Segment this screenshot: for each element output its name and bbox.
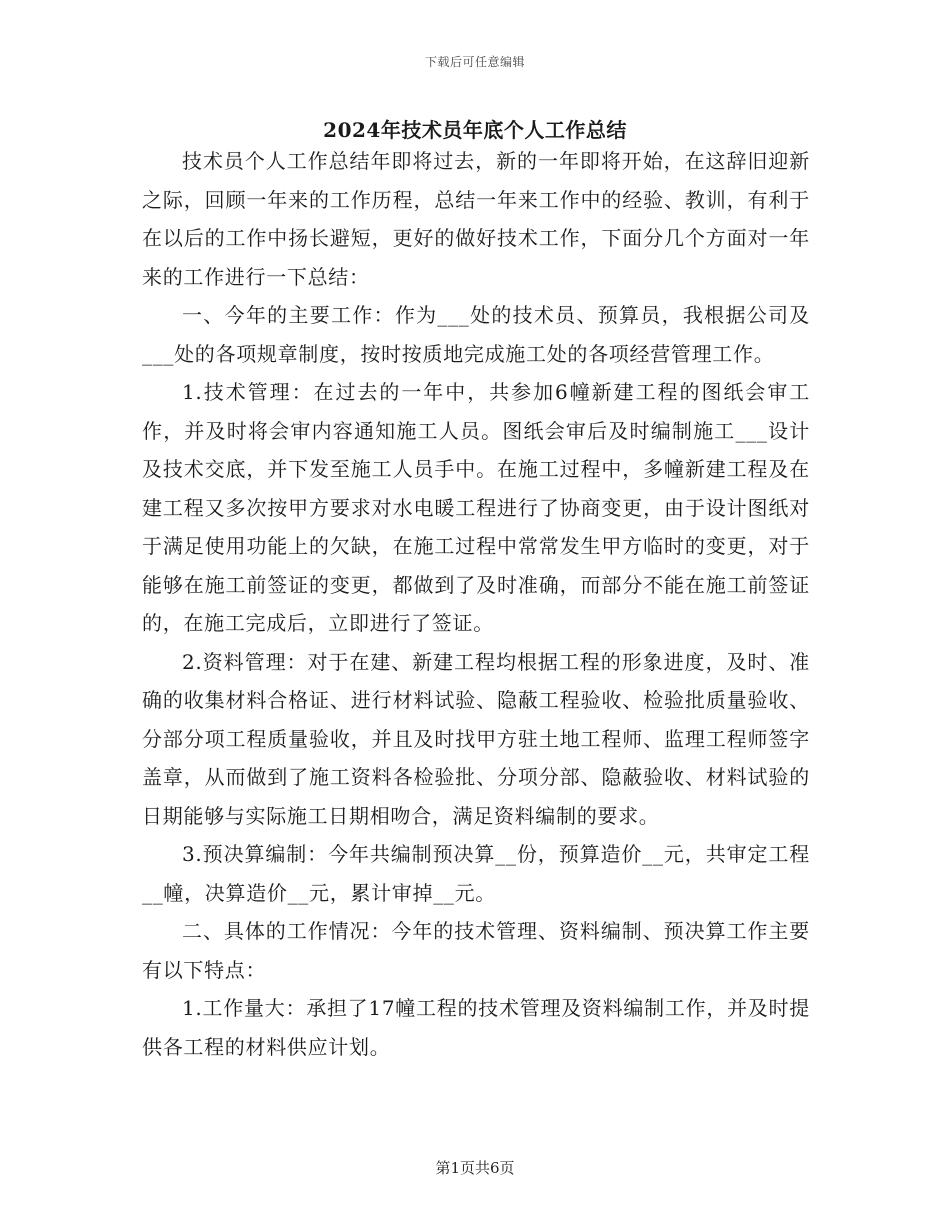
paragraph-document-management: 2.资料管理：对于在建、新建工程均根据工程的形象进度，及时、准确的收集材料合格证、进行材料试验、隐蔽工程验收、检验批质量验收、分部分项工程质量验收，并且及时找甲方驻土地工程师、监理工程师签字盖章，从而做到了施工资料各检验批、分项分部、隐蔽验收、材料试验的日期能够与实际施工日期相吻合，满足资料编制的要求。 [142,649,810,828]
document-body [142,142,810,1066]
paragraph-intro: 技术员个人工作总结年即将过去，新的一年即将开始，在这辞旧迎新之际，回顾一年来的工作历程，总结一年来工作中的经验、教训，有利于在以后的工作中扬长避短，更好的做好技术工作，下面分几个方面对一年来的工作进行一下总结： [142,149,810,289]
paragraph-workload: 1.工作量大：承担了17幢工程的技术管理及资料编制工作，并及时提供各工程的材料供应计划。 [142,996,810,1059]
document-title: 2024年技术员年底个人工作总结 [323,118,627,142]
page-header-note: 下载后可任意编辑 [424,55,525,69]
paragraph-technical-management: 1.技术管理：在过去的一年中，共参加6幢新建工程的图纸会审工作，并及时将会审内容通知施工人员。图纸会审后及时编制施工___设计及技术交底，并下发至施工人员手中。在施工过程中，多幢新建工程及在建工程又多次按甲方要求对水电暖工程进行了协商变更，由于设计图纸对于满足使用功能上的欠缺，在施工过程中常常发生甲方临时的变更，对于能够在施工前签证的变更，都做到了及时准确，而部分不能在施工前签证的，在施工完成后，立即进行了签证。 [142,380,810,635]
paragraph-main-work: 一、今年的主要工作：作为___处的技术员、预算员，我根据公司及___处的各项规章制度，按时按质地完成施工处的各项经营管理工作。 [142,303,810,366]
page-number: 第1页共6页 [435,1159,515,1177]
paragraph-work-details: 二、具体的工作情况：今年的技术管理、资料编制、预决算工作主要有以下特点： [142,919,810,982]
paragraph-budget: 3.预决算编制：今年共编制预决算__份，预算造价__元，共审定工程__幢，决算造价__元，累计审掉__元。 [142,842,810,905]
